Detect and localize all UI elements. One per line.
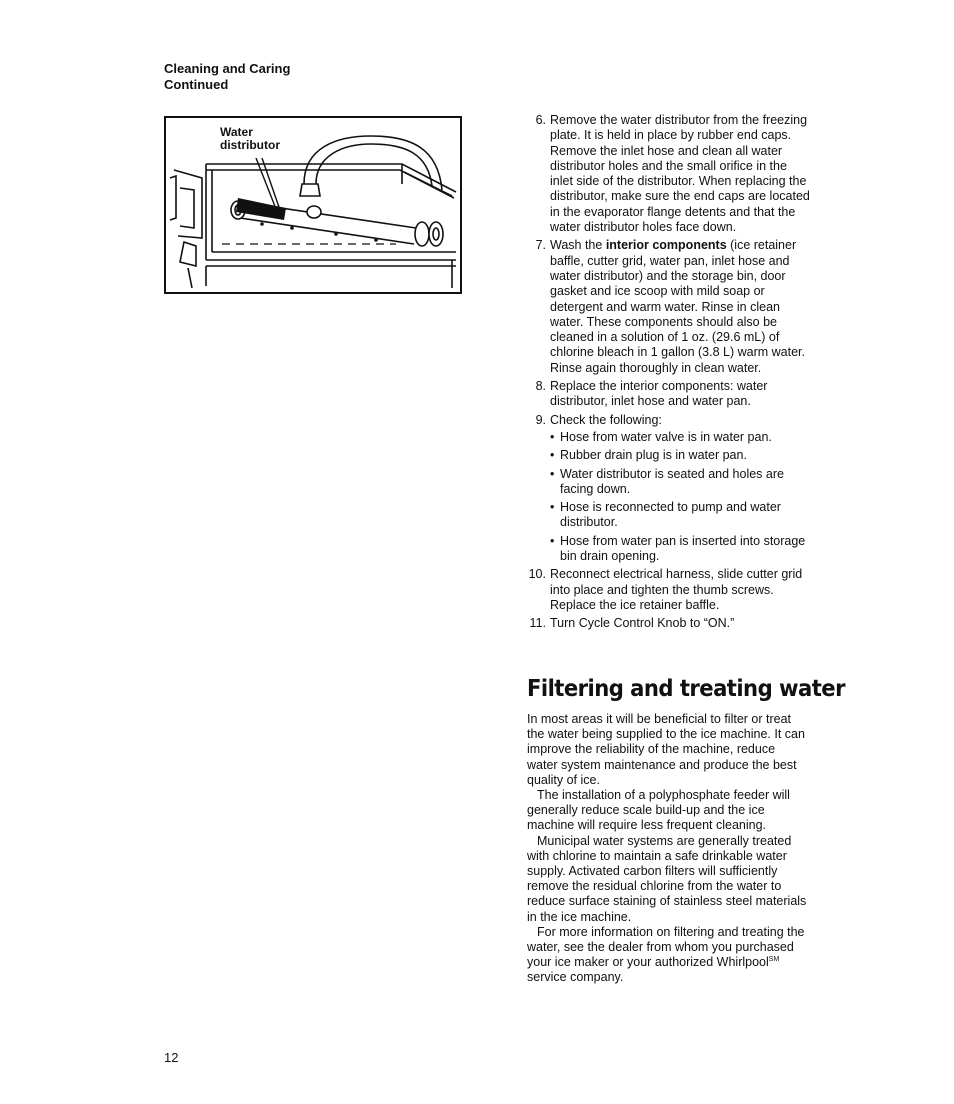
water-distributor-illustration	[164, 116, 462, 294]
filtering-paragraph: For more information on filtering and treating the water, see the dealer from whom you purchased your ice maker or your authorized Whirlpool℠ service company.	[527, 924, 805, 985]
step-6: 6. Remove the water distributor from the freezing plate. It is held in place by rubber end caps. Remove the inlet hose and clean all water distributor holes and the small orifice in the inlet side of the distributor. When replacing the distributor, make sure the end caps are located in the evaporator flange detents and that the water distributor holes face down.	[535, 113, 810, 235]
section-subtitle: Continued	[164, 77, 229, 92]
bullet-icon: •	[550, 429, 555, 444]
filtering-paragraph: In most areas it will be beneficial to filter or treat the water being supplied to the ice machine. It can improve the reliability of the machine, reduce water system maintenance and produce the best quality of ice.	[527, 712, 805, 787]
bullet-icon: •	[550, 448, 555, 463]
section-header	[164, 61, 290, 93]
checklist-item: • Hose from water pan is inserted into storage bin drain opening.	[550, 533, 806, 564]
checklist-item: • Rubber drain plug is in water pan.	[550, 448, 747, 463]
bullet-icon: •	[550, 533, 555, 548]
step-10: 10. Reconnect electrical harness, slide cutter grid into place and tighten the thumb screws. Replace the ice retainer baffle.	[528, 567, 803, 612]
checklist-item: • Hose from water valve is in water pan.	[550, 429, 772, 444]
filtering-body	[527, 712, 809, 986]
step-8: 8. Replace the interior components: water distributor, inlet hose and water pan.	[535, 379, 768, 409]
service-mark: SM	[768, 956, 780, 964]
checklist-item: • Hose is reconnected to pump and water distributor.	[550, 500, 781, 530]
section-title: Cleaning and Caring	[164, 61, 291, 76]
checklist	[550, 430, 812, 564]
step-7: 7. Wash the interior components (ice retainer baffle, cutter grid, water pan, inlet hose and water distributor) and the storage bin, door gasket and ice scoop with mild soap or detergent and warm water. Rinse in clean water. These components should also be cleaned in a solution of 1 oz. (29.6 mL) of chlorine bleach in 1 gallon (3.8 L) warm water. Rinse again thoroughly in clean water.	[535, 238, 805, 375]
ice-machine-interior-drawing	[166, 118, 460, 292]
figure-callout-label: Water distributor	[220, 125, 280, 152]
cleaning-steps-list	[527, 113, 812, 635]
page-number: 12	[164, 1050, 179, 1065]
checklist-item: • Water distributor is seated and holes are facing down.	[550, 466, 784, 496]
interior-components-term: interior components	[605, 238, 727, 253]
filtering-heading: Filtering and treating water	[527, 676, 845, 702]
filtering-paragraph: Municipal water systems are generally treated with chlorine to maintain a safe drinkable water supply. Activated carbon filters will sufficiently remove the residual chlorine from the water to reduce surface staining of stainless steel materials in the ice machine.	[527, 833, 807, 924]
bullet-icon: •	[550, 500, 555, 515]
filtering-paragraph: The installation of a polyphosphate feeder will generally reduce scale build-up and the ice machine will require less frequent cleaning.	[527, 788, 790, 833]
step-11: 11. Turn Cycle Control Knob to “ON.”	[529, 616, 735, 631]
bullet-icon: •	[550, 466, 555, 481]
step-9: 9. Check the following: • Hose from water valve is in water pan. • Rubber drain plug is in water pan. • Water distributor is seated and holes are facing down. • Hose is reconnected to pump and water distributor. • Hose from water pan is inserted into storage bin drain opening.	[527, 413, 812, 565]
